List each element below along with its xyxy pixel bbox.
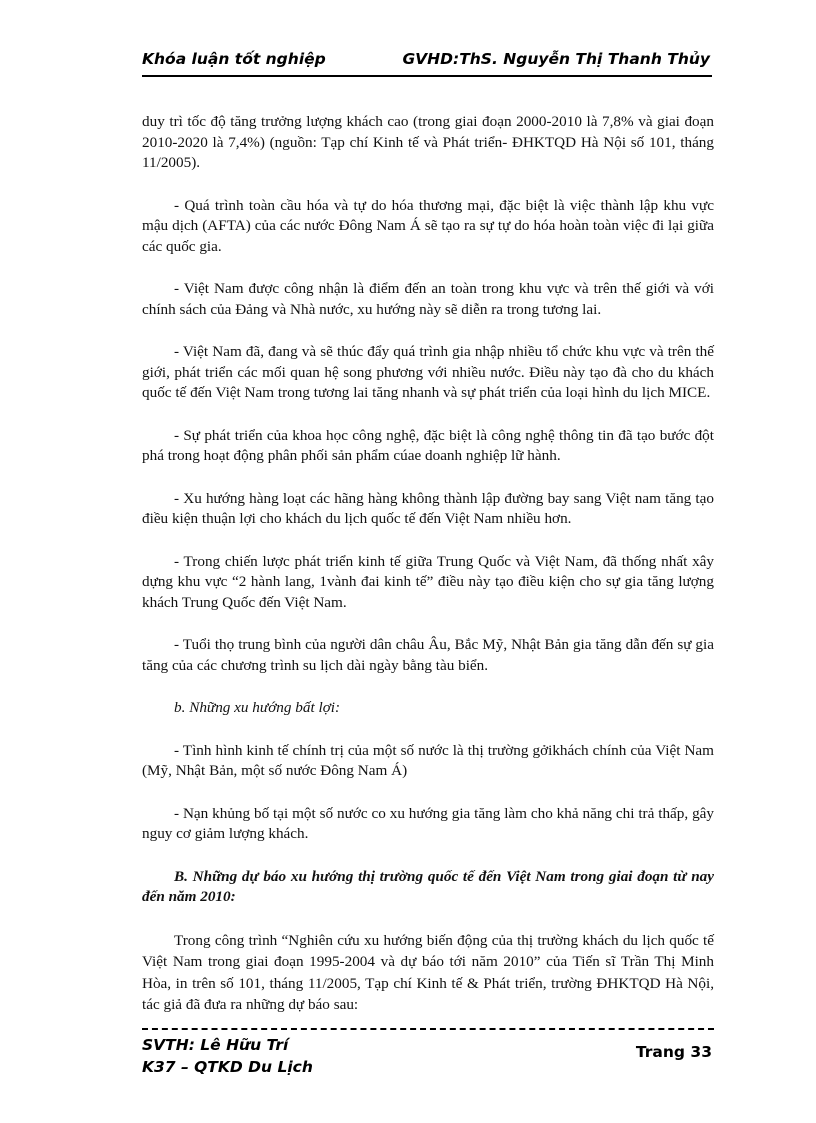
paragraph-intro: duy trì tốc độ tăng trưởng lượng khách cao (trong giai đoạn 2000-2010 là 7,8% và giai đoạn 2010-2020 là 7,4%) (nguồn: Tạp chí Kinh tế và Phát triển- ĐHKTQD Hà Nội số 101, tháng 11/2005).	[142, 113, 714, 171]
paragraph-safe-destination: - Việt Nam được công nhận là điểm đến an toàn trong khu vực và trên thế giới và với chính sách của Đảng và Nhà nước, xu hướng này sẽ diễn ra trong tương lai.	[142, 280, 714, 318]
footer-divider	[142, 1028, 714, 1030]
section-heading-forecasts: B. Những dự báo xu hướng thị trường quốc tế đến Việt Nam trong giai đoạn từ nay đến năm 2010:	[142, 867, 714, 905]
document-body	[142, 112, 714, 1038]
paragraph-technology: - Sự phát triển của khoa học công nghệ, đặc biệt là công nghệ thông tin đã tạo bước đột phá trong hoạt động phân phối sản phẩm cúae doanh nghiệp lữ hành.	[142, 426, 714, 464]
paragraph-life-expectancy: - Tuổi thọ trung bình của người dân châu Âu, Bắc Mỹ, Nhật Bản gia tăng dẫn đến sự gia tăng của các chương trình su lịch dài ngày bằng tàu biển.	[142, 636, 714, 674]
paragraph-airlines: - Xu hướng hàng loạt các hãng hàng không thành lập đường bay sang Việt nam tăng tạo điều kiện thuận lợi cho khách du lịch quốc tế đến Việt Nam nhiều hơn.	[142, 489, 714, 527]
page-number: Trang 33	[635, 1043, 712, 1061]
subheading-unfavorable-trends: b. Những xu hướng bất lợi:	[174, 699, 341, 716]
paragraph-integration: - Việt Nam đã, đang và sẽ thúc đẩy quá trình gia nhập nhiều tổ chức khu vực và trên thế giới, phát triển các mối quan hệ song phương với nhiều nước. Điều này tạo đà cho du khách quốc tế đến Việt Nam trong tương lai tăng nhanh và sự phát triển của loại hình du lịch MICE.	[142, 343, 714, 401]
paragraph-terrorism: - Nạn khủng bố tại một số nước co xu hướng gia tăng làm cho khả năng chi trả thấp, gây nguy cơ giảm lượng khách.	[142, 804, 714, 842]
student-name: SVTH: Lê Hữu Trí	[142, 1036, 289, 1054]
paragraph-politics: - Tình hình kinh tế chính trị của một số nước là thị trường gởikhách chính của Việt Nam (Mỹ, Nhật Bản, một số nước Đông Nam Á)	[142, 741, 714, 779]
paragraph-research: Trong công trình “Nghiên cứu xu hướng biến động của thị trường khách du lịch quốc tế Việt Nam trong giai đoạn 1995-2004 và dự báo tới năm 2010” của Tiến sĩ Trần Thị Minh Hòa, in trên số 101, tháng 11/2005, Tạp chí Kinh tế & Phát triển, trường ĐHKTQD Hà Nội, tác giả đã đưa ra những dự báo sau:	[142, 931, 714, 1013]
thesis-title: Khóa luận tốt nghiệp	[142, 50, 326, 68]
page-footer	[142, 1034, 714, 1078]
paragraph-china-strategy: - Trong chiến lược phát triển kinh tế giữa Trung Quốc và Việt Nam, đã thống nhất xây dựng khu vực “2 hành lang, 1vành đai kinh tế” điều này tạo điều kiện cho sự gia tăng lượng khách Trung Quốc đến Việt Nam.	[142, 552, 714, 611]
page-header	[142, 47, 712, 77]
class-name: K37 – QTKD Du Lịch	[142, 1058, 313, 1076]
supervisor-name: GVHD:ThS. Nguyễn Thị Thanh Thủy	[402, 50, 710, 68]
paragraph-globalization: - Quá trình toàn cầu hóa và tự do hóa thương mại, đặc biệt là việc thành lập khu vực mậu dịch (AFTA) của các nước Đông Nam Á sẽ tạo ra sự tự do hóa hoàn toàn việc đi lại giữa các quốc gia.	[142, 196, 714, 255]
